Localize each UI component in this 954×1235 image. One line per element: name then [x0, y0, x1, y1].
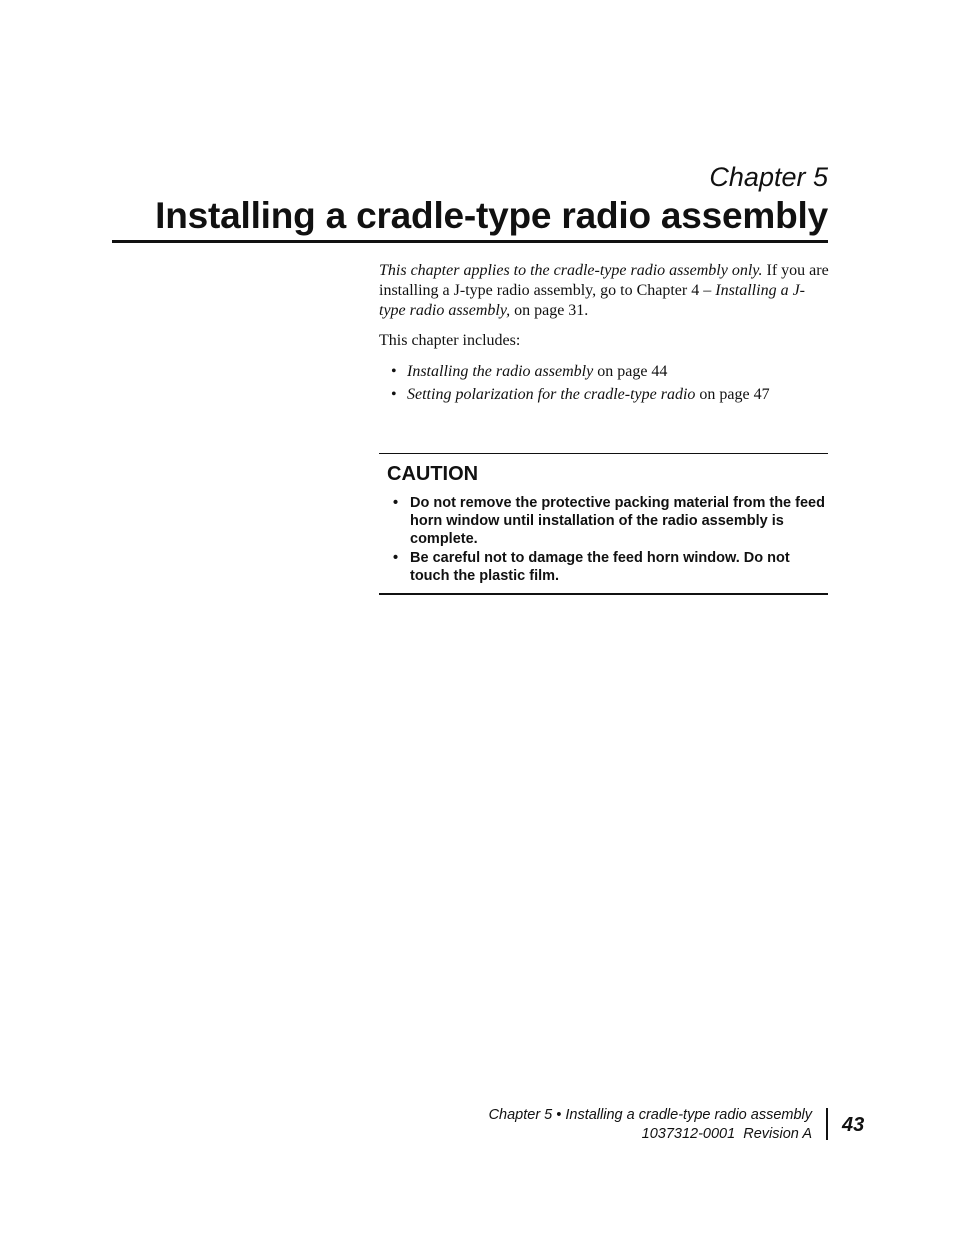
toc-page-ref: on page 44: [593, 363, 668, 380]
chapter-body: [379, 261, 829, 406]
caution-box: [379, 453, 828, 595]
bullet: •: [391, 363, 397, 380]
footer-rule: [826, 1108, 828, 1140]
includes-label: This chapter includes:: [379, 332, 521, 349]
toc-page-ref: on page 47: [695, 386, 770, 403]
toc-link-polarization[interactable]: Setting polarization for the cradle-type radio: [407, 386, 696, 403]
caution-item: [379, 549, 828, 585]
intro-paragraph: [379, 261, 829, 321]
chapter-toc: [379, 360, 829, 406]
bullet: •: [393, 550, 399, 566]
footer-text: [489, 1106, 812, 1144]
intro-page-ref: on page 31.: [510, 302, 589, 319]
toc-link-installing[interactable]: Installing the radio assembly: [407, 363, 594, 380]
caution-text: Be careful not to damage the feed horn window. Do not touch the plastic film.: [410, 550, 790, 584]
toc-item: [379, 360, 829, 383]
chapter-label: Chapter 5: [709, 162, 828, 192]
chapter-4-link[interactable]: Installing a J-type radio assembly,: [379, 282, 805, 319]
bullet: •: [391, 386, 397, 403]
page-number: 43: [842, 1114, 865, 1136]
caution-heading: CAUTION: [387, 463, 479, 485]
bullet: •: [393, 495, 399, 511]
footer-chapter-line: Chapter 5 • Installing a cradle-type radio assembly: [488, 1107, 812, 1123]
chapter-title: Installing a cradle-type radio assembly: [155, 195, 828, 236]
footer-revision-line: 1037312-0001 Revision A: [641, 1126, 812, 1142]
caution-text: Do not remove the protective packing material from the feed horn window until installation of the radio assembly is complete.: [410, 495, 825, 547]
intro-text: If you are installing a J-type radio assembly, go to Chapter 4 –: [379, 262, 829, 299]
caution-list: [379, 494, 828, 585]
caution-item: [379, 494, 828, 548]
toc-item: [379, 383, 829, 406]
intro-lead: This chapter applies to the cradle-type radio assembly only.: [379, 262, 763, 279]
title-rule: [112, 240, 828, 243]
